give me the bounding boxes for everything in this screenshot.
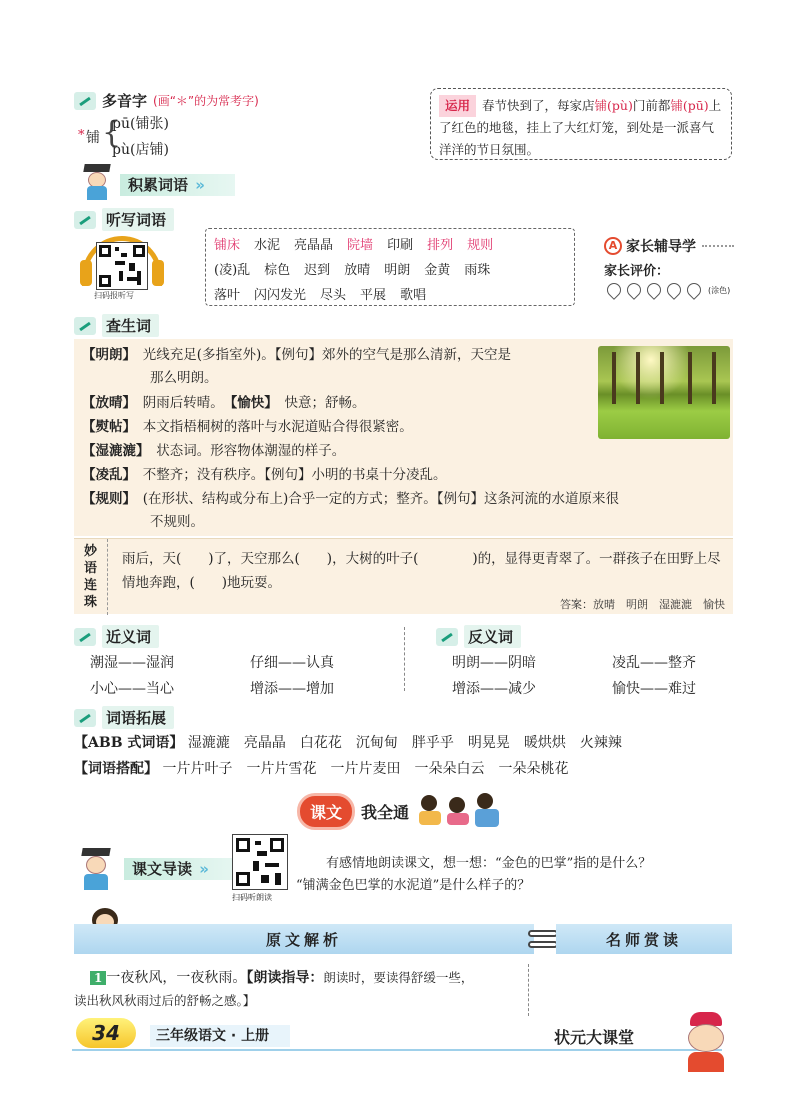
parent-eval: 家长评价： xyxy=(604,264,670,279)
lookup-header xyxy=(74,314,159,337)
footer-line xyxy=(72,1049,722,1051)
pencil-icon xyxy=(74,628,96,646)
polyphone-note: (画“＊”的为常考字) xyxy=(153,94,259,108)
accumulate-header xyxy=(120,174,235,196)
dictation-line xyxy=(214,283,566,308)
antonym-pair: 增添——减少 xyxy=(452,681,536,697)
mascot-icon xyxy=(680,1012,732,1072)
usage-text-c: 上了红色的地毯，挂上了大红灯笼，到处是一派喜气洋洋的节日氛围。 xyxy=(439,98,722,157)
double-chevron-icon: » xyxy=(199,860,209,878)
dictation-word: 金黄 xyxy=(424,263,451,278)
banner-right-text: 名师赏读 xyxy=(605,930,682,949)
definition: 快意；舒畅。 xyxy=(284,395,366,411)
antonym-pair: 愉快——难过 xyxy=(612,681,696,697)
antonym-pair: 明朗——阴暗 xyxy=(452,655,536,671)
doctor-mascot-icon xyxy=(78,848,114,890)
term: 【明朗】 xyxy=(82,347,130,363)
park-trees-photo xyxy=(598,346,730,439)
dictation-word: 尽头 xyxy=(320,288,347,303)
banner-left-text: 原文解析 xyxy=(265,930,342,949)
lesson-title: 我全通 xyxy=(361,802,410,822)
dictation-word: 歌唱 xyxy=(400,288,427,303)
pencil-icon xyxy=(74,317,96,335)
accumulate-title: 积累词语 xyxy=(128,176,189,194)
synonyms-title: 近义词 xyxy=(102,625,159,648)
reading-text: 一夜秋风，一夜秋雨。 xyxy=(106,970,247,986)
antonyms-header xyxy=(436,625,521,648)
guide-text-2: “铺满金色巴掌的水泥道”是什么样子的？ xyxy=(296,878,531,893)
usage-box xyxy=(430,88,732,160)
usage-red-2: 铺(pū) xyxy=(670,98,709,113)
usage-text-b: 门前都 xyxy=(632,98,671,113)
dictation-word: 铺床 xyxy=(214,238,241,253)
dictation-word: 亮晶晶 xyxy=(294,238,334,253)
dictation-word: 院墙 xyxy=(347,238,374,253)
term: 【湿漉漉】 xyxy=(82,443,143,459)
dictation-lines xyxy=(214,233,566,308)
brand: 状元大课堂 xyxy=(554,1028,635,1047)
paragraph-number: 1 xyxy=(90,971,106,985)
def-guize-cont: 不规则。 xyxy=(150,514,204,530)
antonyms-title: 反义词 xyxy=(464,625,521,648)
heart-icon[interactable] xyxy=(644,280,664,300)
usage-text-a: 春节快到了，每家店 xyxy=(482,98,595,113)
match-row xyxy=(74,758,568,778)
antonym-pair: 凌乱——整齐 xyxy=(612,655,696,671)
pencil-icon xyxy=(436,628,458,646)
def-guize xyxy=(82,487,722,511)
clip-icon xyxy=(526,926,560,952)
reading-line xyxy=(90,967,473,987)
qr-code-icon[interactable] xyxy=(232,834,288,890)
def-yuntie xyxy=(82,415,413,439)
match-words: 一片片叶子 一片片雪花 一片片麦田 一朵朵白云 一朵朵桃花 xyxy=(162,761,569,777)
match-label: 【词语搭配】 xyxy=(74,761,158,777)
expand-header xyxy=(74,706,174,729)
parent-title: 家长辅导学 xyxy=(626,239,696,255)
abb-label: 【ABB 式词语】 xyxy=(74,735,184,751)
headphone-qr[interactable] xyxy=(80,232,164,300)
riddle-box xyxy=(74,538,733,614)
term: 【熨帖】 xyxy=(82,419,130,435)
usage-red-1: 铺(pù) xyxy=(594,98,633,113)
heart-icon[interactable] xyxy=(624,280,644,300)
dictation-word: 落叶 xyxy=(214,288,241,303)
def-lingluan xyxy=(82,463,447,487)
dictation-word: 排列 xyxy=(427,238,454,253)
dictation-word: 放晴 xyxy=(344,263,371,278)
banner-left xyxy=(74,924,534,954)
parent-logo-icon: A xyxy=(604,237,622,255)
banner-right xyxy=(556,924,732,954)
definition: 阴雨后转晴。 xyxy=(142,395,217,411)
dictation-word: 规则 xyxy=(467,238,494,253)
heart-icon[interactable] xyxy=(684,280,704,300)
polyphone-char: 铺 xyxy=(86,130,100,146)
dictation-line xyxy=(214,258,566,283)
pencil-icon xyxy=(74,211,96,229)
dictation-word: 闪闪发光 xyxy=(254,288,307,303)
synonym-pair: 仔细——认真 xyxy=(250,655,334,671)
term: 【愉快】 xyxy=(230,395,271,411)
definition: 本文指梧桐树的落叶与水泥道贴合得很紧密。 xyxy=(142,419,413,435)
students-illustration-icon xyxy=(415,793,505,829)
qr-caption: 扫码报听写 xyxy=(94,291,134,300)
column-divider xyxy=(404,627,405,691)
riddle-text: 雨后，天( )了，天空那么( )，大树的叶子( )的，显得更青翠了。一群孩子在田野上尽情地奔跑，( )地玩耍。 xyxy=(122,551,721,591)
dictation-title: 听写词语 xyxy=(102,208,174,231)
hearts[interactable] xyxy=(604,283,734,297)
reading-1: pū(铺张) xyxy=(112,116,169,132)
dictation-word: 明朗 xyxy=(384,263,411,278)
synonym-pair: 小心——当心 xyxy=(90,681,174,697)
dictation-word: 印刷 xyxy=(387,238,414,253)
dictation-words xyxy=(205,228,575,306)
abb-row xyxy=(74,732,622,752)
star-mark: * xyxy=(78,128,85,143)
definition: 不整齐；没有秩序。【例句】小明的书桌十分凌乱。 xyxy=(142,467,447,483)
dictation-word: 迟到 xyxy=(304,263,331,278)
reading-divider xyxy=(528,964,529,1016)
term: 【规则】 xyxy=(82,491,130,507)
pencil-icon xyxy=(74,709,96,727)
dictation-line xyxy=(214,233,566,258)
synonym-pair: 潮湿——湿润 xyxy=(90,655,174,671)
heart-icon[interactable] xyxy=(604,280,624,300)
dictation-header xyxy=(74,208,174,231)
def-fangqing xyxy=(82,391,366,415)
riddle-answer: 答案：放晴 明朗 湿漉漉 愉快 xyxy=(560,598,725,611)
def-shilulu xyxy=(82,439,345,463)
guide-qr-caption: 扫码听朗读 xyxy=(232,893,272,902)
double-chevron-icon: » xyxy=(195,176,205,194)
qr-code-icon xyxy=(96,242,148,290)
page-number: 34 xyxy=(76,1018,136,1048)
pencil-icon xyxy=(74,92,96,110)
parent-coach xyxy=(604,236,734,297)
dictation-word: (凌)乱 xyxy=(214,263,251,278)
definition: (在形状、结构或分布上)合乎一定的方式；整齐。【例句】这条河流的水道原来很 xyxy=(142,491,620,507)
term: 【凌乱】 xyxy=(82,467,130,483)
guide-header xyxy=(124,858,239,880)
polyphone-header xyxy=(74,90,259,111)
dictation-word: 棕色 xyxy=(264,263,291,278)
abb-words: 湿漉漉 亮晶晶 白花花 沉甸甸 胖乎乎 明晃晃 暖烘烘 火辣辣 xyxy=(187,735,622,751)
book-title: 三年级语文 · 上册 xyxy=(150,1025,290,1047)
brace: { xyxy=(102,115,122,150)
definition: 状态词。形容物体潮湿的样子。 xyxy=(156,443,346,459)
tint-note: (涂色) xyxy=(708,285,731,295)
lesson-badge: 课文 xyxy=(297,793,355,830)
polyphone-title: 多音字 xyxy=(102,92,148,110)
dictation-word: 平展 xyxy=(360,288,387,303)
reading-guide-cont: 读出秋风秋雨过后的舒畅之感。】 xyxy=(74,993,256,1008)
riddle-label: 妙 语 连 珠 xyxy=(74,539,108,615)
lookup-title: 查生词 xyxy=(102,314,159,337)
dictation-word: 水泥 xyxy=(254,238,281,253)
guide-text: 朗读时，要读得舒缓一些， xyxy=(323,970,474,985)
lesson-header xyxy=(297,793,505,829)
guide-text-1: 有感情地朗读课文，想一想：“金色的巴掌”指的是什么？ xyxy=(326,856,652,871)
guide-title: 课文导读 xyxy=(132,860,193,878)
def-minglang-cont: 那么明朗。 xyxy=(150,370,218,386)
guide-label: 【朗读指导： xyxy=(246,970,324,986)
def-minglang xyxy=(82,343,511,367)
expand-title: 词语拓展 xyxy=(102,706,174,729)
synonym-pair: 增添——增加 xyxy=(250,681,334,697)
reading-2: pù(店铺) xyxy=(112,142,169,158)
usage-tag: 运用 xyxy=(439,95,476,117)
doctor-mascot-icon xyxy=(80,164,112,200)
definition: 光线充足(多指室外)。【例句】郊外的空气是那么清新，天空是 xyxy=(142,347,512,363)
heart-icon[interactable] xyxy=(664,280,684,300)
term: 【放晴】 xyxy=(82,395,130,411)
synonyms-header xyxy=(74,625,159,648)
dictation-word: 雨珠 xyxy=(464,263,491,278)
